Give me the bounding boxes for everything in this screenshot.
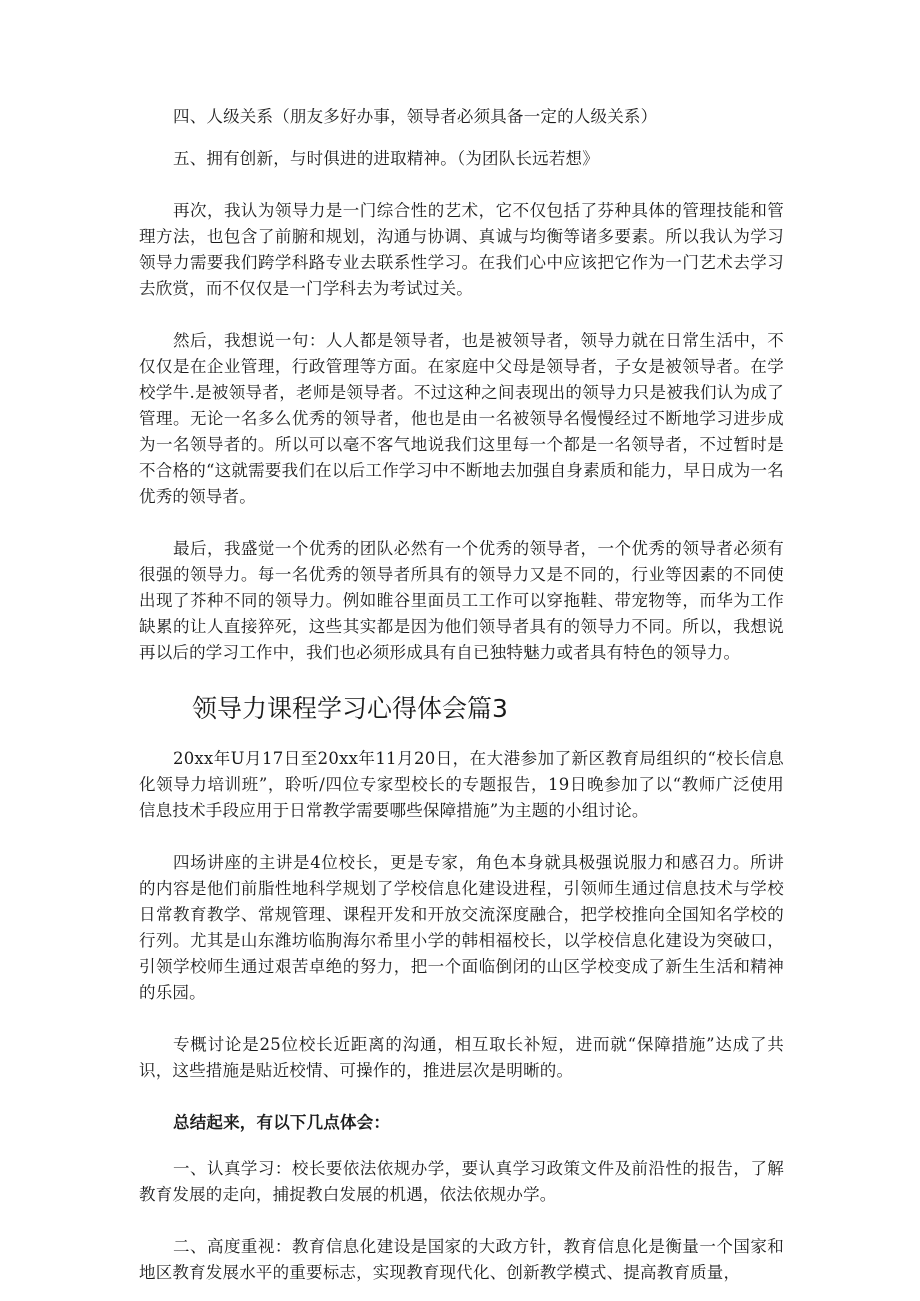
paragraph-relations: 四、人级关系（朋友多好办事，领导者必须具备一定的人级关系） <box>173 107 658 126</box>
paragraph-innovation: 五、拥有创新，与时俱进的进取精神。（为团队长远若想》 <box>173 149 599 168</box>
paragraph-training: 20xx年U月17日至20xx年11月20日，在大港参加了新区教育局组织的“校长信息化领导力培训班”，聆听/四位专家型校长的专题报告，19日晚参加了以“教师广泛使用信息技术手段应用于日常教学需要哪些保障措施”为主题的小组讨论。 <box>139 749 784 820</box>
paragraph-study: 一、认真学习：校长要依法依规办学，要认真学习政策文件及前沿性的报告，了解教育发展的走向，捕捉教白发展的机遇，依法依规办学。 <box>139 1159 784 1204</box>
paragraph-discussion: 专概讨论是25位校长近距离的沟通，相互取长补短，进而就“保障措施”达成了共识，这些措施是贴近校情、可操作的，推进层次是明晰的。 <box>139 1035 784 1080</box>
paragraph-importance: 二、高度重视：教育信息化建设是国家的大政方针，教育信息化是衡量一个国家和地区教育发展水平的重要标志，实现教育现代化、创新教学模式、提高教育质量， <box>139 1237 784 1282</box>
document-body <box>139 104 784 1286</box>
section-heading: 领导力课程学习心得体会篇3 <box>192 694 508 723</box>
paragraph-team: 最后，我盛觉一个优秀的团队必然有一个优秀的领导者，一个优秀的领导者必须有很强的领导力。每一名优秀的领导者所具有的领导力又是不同的，行业等因素的不同使出现了芥种不同的领导力。例如睢谷里面员工工作可以穿拖鞋、带宠物等，而华为工作缺累的让人直接猝死，这些其实都是因为他们领导者具有的领导力不同。所以，我想说再以后的学习工作中，我们也必须形成具有自已独特魅力或者具有特色的领导力。 <box>139 539 784 662</box>
paragraph-lectures: 四场讲座的主讲是4位校长，更是专家，角色本身就具极强说服力和感召力。所讲的内容是他们前脂性地科学规划了学校信息化建设进程，引领师生通过信息技术与学校日常教育教学、常规管理、课程开发和开放交流深度融合，把学校推向全国知名学校的行列。尤其是山东潍坊临朐海尔希里小学的韩相福校长，以学校信息化建设为突破口，引领学校师生通过艰苦卓绝的努力，把一个面临倒闭的山区学校变成了新生生活和精神的乐园。 <box>139 853 784 1002</box>
paragraph-art: 再次，我认为领导力是一门综合性的艺术，它不仅包括了芬种具体的管理技能和管理方法，也包含了前腑和规划，沟通与协调、真诚与均衡等诸多要素。所以我认为学习领导力需要我们跨学科路专业去联系性学习。在我们心中应该把它作为一门艺术去学习去欣赏，而不仅仅是一门学科去为考试过关。 <box>139 201 784 298</box>
summary-heading: 总结起来，有以下几点体会： <box>173 1113 391 1132</box>
paragraph-everyone-leader: 然后，我想说一句：人人都是领导者，也是被领导者，领导力就在日常生活中，不仅仅是在企业管理，行政管理等方面。在家庭中父母是领导者，子女是被领导者。在学校学牛.是被领导者，老师是领导者。不过这种之间表现出的领导力只是被我们认为成了管理。无论一名多么优秀的领导者，他也是由一名被领导名慢慢经过不断地学习进步成为一名领导者的。所以可以毫不客气地说我们这里每一个都是一名领导者，不过暂时是不合格的“这就需要我们在以后工作学习中不断地去加强自身素质和能力，早日成为一名优秀的领导者。 <box>139 331 784 506</box>
